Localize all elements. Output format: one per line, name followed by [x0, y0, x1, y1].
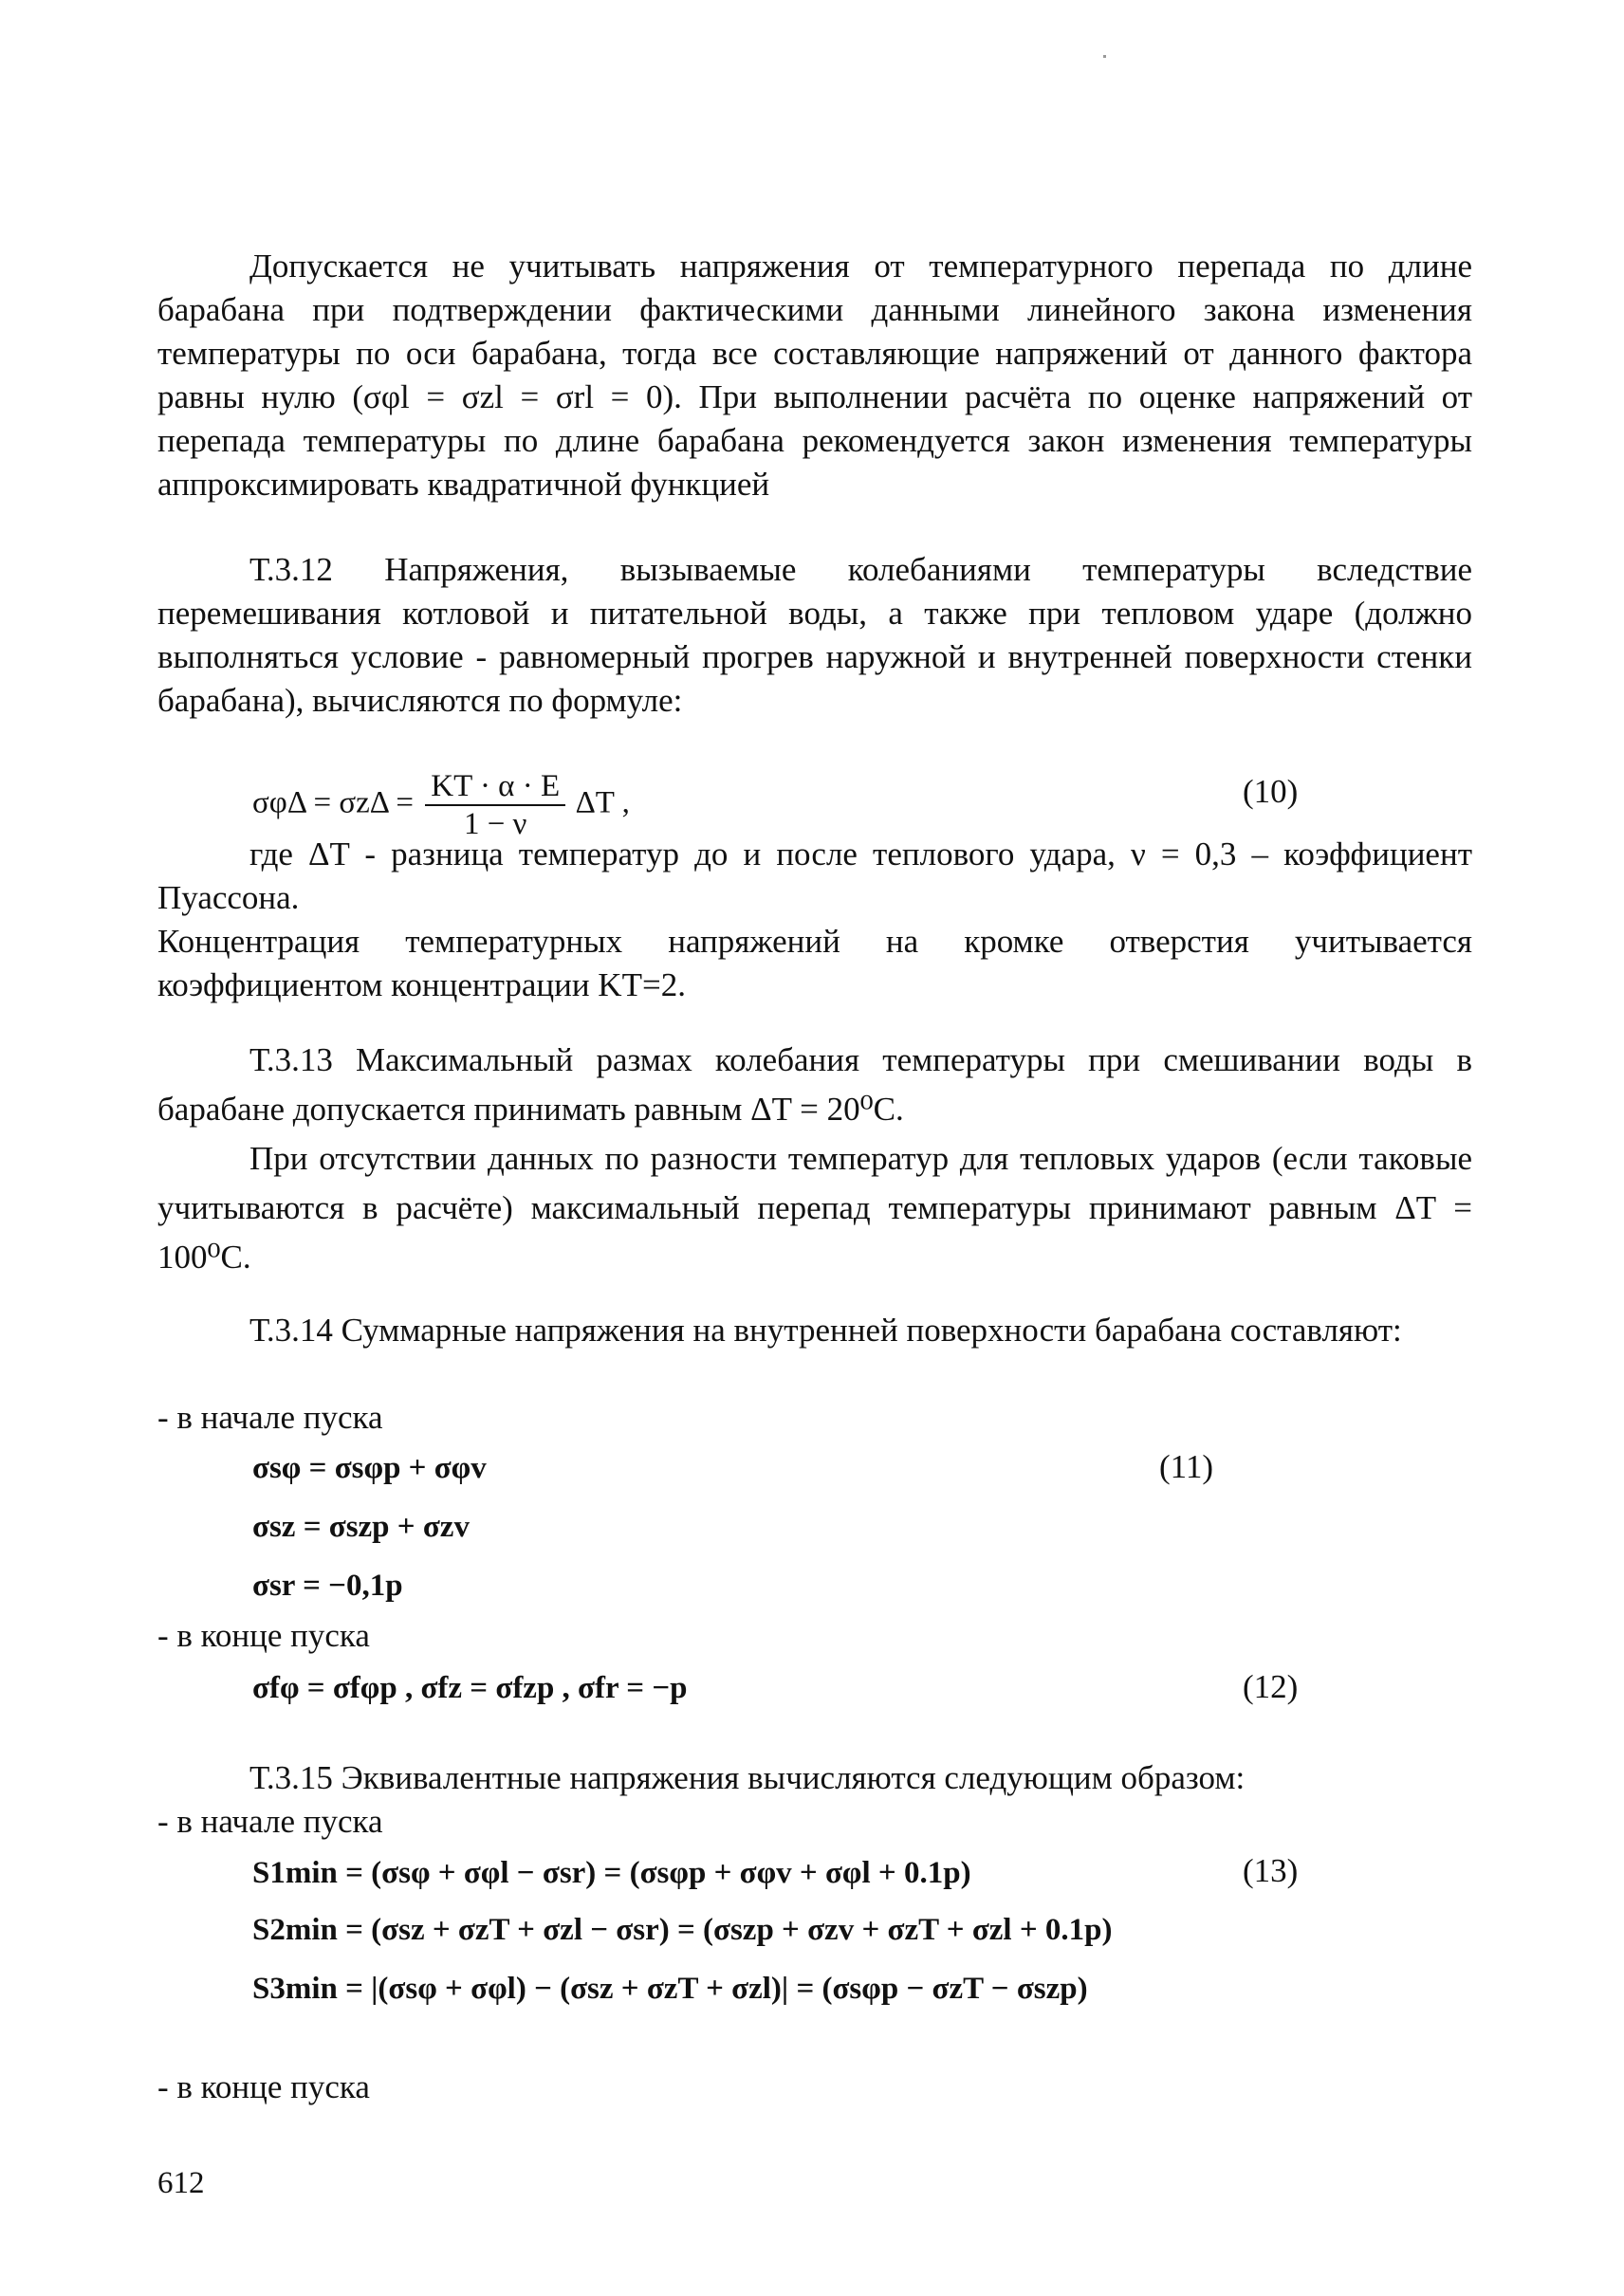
- equation-13-line1: S1min = (σsφ + σφl − σsr) = (σsφp + σφv + σφl + 0.1p): [252, 1856, 971, 1890]
- equation-11-line1: σsφ = σsφp + σφv: [252, 1451, 487, 1485]
- equation-11-number: (11): [1159, 1448, 1214, 1485]
- equation-12: σfφ = σfφp , σfz = σfzp , σfr = −p: [252, 1671, 688, 1705]
- section-t313-text2: При отсутствии данных по разности температур для тепловых ударов (если таковые учитываются в расчёте) максимальный перепад температуры принимают равным ΔT = 100⁰C.: [157, 1140, 1472, 1276]
- equation-11-line3: σsr = −0,1p: [252, 1569, 403, 1603]
- paragraph-temperature-length: Допускается не учитывать напряжения от температурного перепада по длине барабана при подтверждении фактическими данными линейного закона изменения температуры по оси барабана, тогда все составляющие напряжений от данного фактора равны нулю (σφl = σzl = σrl = 0). При выполнении расчёта по оценке напряжений от перепада температуры по длине барабана рекомендуется закон изменения температуры аппроксимировать квадратичной функцией: [157, 248, 1472, 503]
- equation-10-tail: ΔT ,: [575, 785, 630, 820]
- t314-start-label: - в начале пуска: [157, 1399, 383, 1436]
- equation-10-denominator: 1 − ν: [463, 807, 527, 841]
- equation-13-line3: S3min = |(σsφ + σφl) − (σsz + σzT + σzl)| = (σsφp − σzT − σszp): [252, 1972, 1088, 2006]
- scan-speck: [1103, 55, 1106, 58]
- t315-start-label: - в начале пуска: [157, 1803, 383, 1840]
- page-number: 612: [157, 2166, 205, 2200]
- concentration-note: Концентрация температурных напряжений на кромке отверстия учитывается коэффициентом концентрации KT=2.: [157, 923, 1472, 1003]
- equation-11-line2: σsz = σszp + σzv: [252, 1510, 470, 1544]
- section-t315-text: Т.3.15 Эквивалентные напряжения вычисляются следующим образом:: [249, 1759, 1246, 1796]
- section-t312-text: Т.3.12 Напряжения, вызываемые колебаниями температуры вследствие перемешивания котловой и питательной воды, а также при тепловом ударе (должно выполняться условие - равномерный прогрев наружной и внутренней поверхности стенки барабана), вычисляются по формуле:: [157, 551, 1472, 719]
- equation-13-number: (13): [1243, 1852, 1299, 1889]
- section-t313-text1: Т.3.13 Максимальный размах колебания температуры при смешивании воды в барабане допускается принимать равным ΔT = 20⁰C.: [157, 1041, 1472, 1128]
- equation-13-line2: S2min = (σsz + σzT + σzl − σsr) = (σszp + σzv + σzT + σzl + 0.1p): [252, 1913, 1113, 1947]
- equation-10-lhs: σφΔ = σzΔ =: [252, 785, 415, 820]
- t314-end-label: - в конце пуска: [157, 1617, 370, 1654]
- equation-10-where: где ΔT - разница температур до и после теплового удара, ν = 0,3 – коэффициент Пуассона.: [157, 836, 1472, 916]
- equation-10-number: (10): [1243, 773, 1299, 810]
- equation-10-numerator: KT · α · E: [425, 768, 565, 806]
- section-t314-text: Т.3.14 Суммарные напряжения на внутренней поверхности барабана составляют:: [249, 1312, 1402, 1349]
- equation-10-fraction: [425, 768, 565, 842]
- t315-end-label: - в конце пуска: [157, 2068, 370, 2105]
- equation-10: [252, 768, 630, 842]
- equation-12-number: (12): [1243, 1668, 1299, 1705]
